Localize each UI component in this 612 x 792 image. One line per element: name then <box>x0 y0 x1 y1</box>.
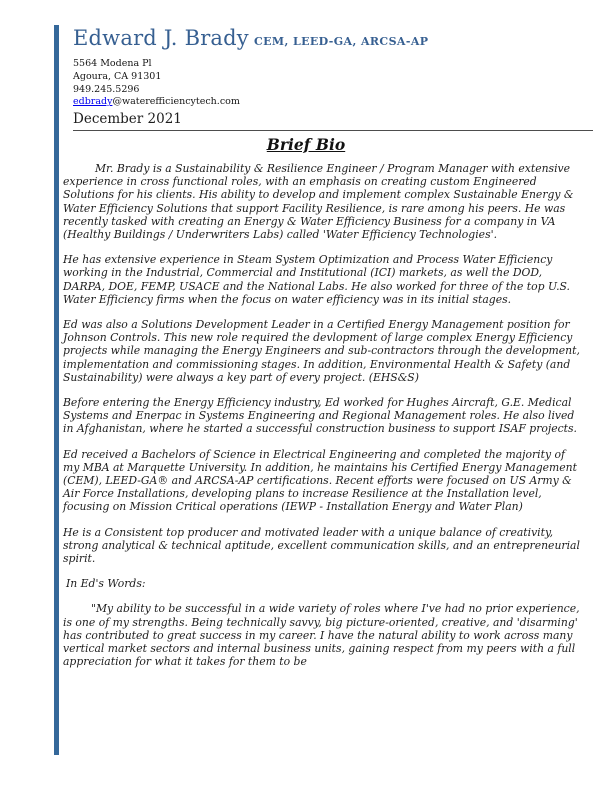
bio-body <box>63 162 580 681</box>
contact-credentials: CEM, LEED-GA, ARCSA-AP <box>253 35 429 48</box>
bio-paragraph-1: Mr. Brady is a Sustainability & Resilience Engineer / Program Manager with extensive experience in cross functional roles, with an emphasis on creating custom Engineered Solutions for his clients. His ability to develop and implement complex Sustainable Energy & Water Efficiency Solutions that support Facility Resilience, is rare among his peers. He was recently tasked with creating an Energy & Water Efficiency Business for a company in VA (Healthy Buildings / Underwriters Labs) called 'Water Efficiency Technologies'. <box>63 162 574 242</box>
header-divider <box>73 130 593 131</box>
quote-paragraph: "My ability to be successful in a wide variety of roles where I've had no prior experience, is one of my strengths. Being technically savvy, big picture-oriented, creative, and 'disarming' has contributed to great success in my career. I have the natural ability to work across many vertical market sectors and internal business units, gaining respect from my peers with a full appreciation for what it takes for them to be <box>63 602 580 669</box>
address-line-2: Agoura, CA 91301 <box>73 70 162 82</box>
document-date: December 2021 <box>73 111 182 128</box>
bio-paragraph-3: Ed was also a Solutions Development Leader in a Certified Energy Management position for Johnson Controls. This new role required the devlopment of large complex Energy Efficiency projects while managing the Energy Engineers and sub-contractors through the development, implementation and commissioning stages. In addition, Environmental Health & Safety (and Sustainability) were always a key part of every project. (EHS&S) <box>63 318 580 384</box>
bio-paragraph-5: Ed received a Bachelors of Science in Electrical Engineering and completed the majority of my MBA at Marquette University. In addition, he maintains his Certified Energy Management (CEM), LEED-GA® and ARCSA-AP certifications. Recent efforts were focused on US Army & Air Force Installations, developing plans to increase Resilience at the Installation level, focusing on Mission Critical operations (IEWP - Installation Energy and Water Plan) <box>63 447 577 514</box>
bio-paragraph-2: He has extensive experience in Steam System Optimization and Process Water Efficiency working in the Industrial, Commercial and Institutional (ICI) markets, as well the DOD, DARPA, DOE, FEMP, USACE and the National Labs. He also worked for three of the top U.S. Water Efficiency firms when the focus on water efficiency was in its initial stages. <box>63 253 570 306</box>
email-domain: @waterefficiencytech.com <box>112 96 240 108</box>
email-link[interactable]: edbrady <box>73 96 113 108</box>
name-line <box>73 27 593 53</box>
bio-paragraph-6: He is a Consistent top producer and motivated leader with a unique balance of creativity, strong analytical & technical aptitude, excellent communication skills, and an entrepreneurial spirit. <box>63 525 580 566</box>
letterhead <box>73 27 593 131</box>
quote-intro: In Ed's Words: <box>66 577 146 591</box>
phone-number: 949.245.5296 <box>73 83 140 95</box>
bio-title-row <box>0 135 612 154</box>
bio-paragraph-4: Before entering the Energy Efficiency industry, Ed worked for Hughes Aircraft, G.E. Medical Systems and Enerpac in Systems Engineering and Regional Management roles. He also lived in Afghanistan, where he started a successful construction business to support ISAF projects. <box>63 396 577 436</box>
bio-title: Brief Bio <box>266 135 346 154</box>
address-line-1: 5564 Modena Pl <box>73 58 152 69</box>
contact-name: Edward J. Brady <box>73 26 249 50</box>
email-line <box>73 96 593 109</box>
